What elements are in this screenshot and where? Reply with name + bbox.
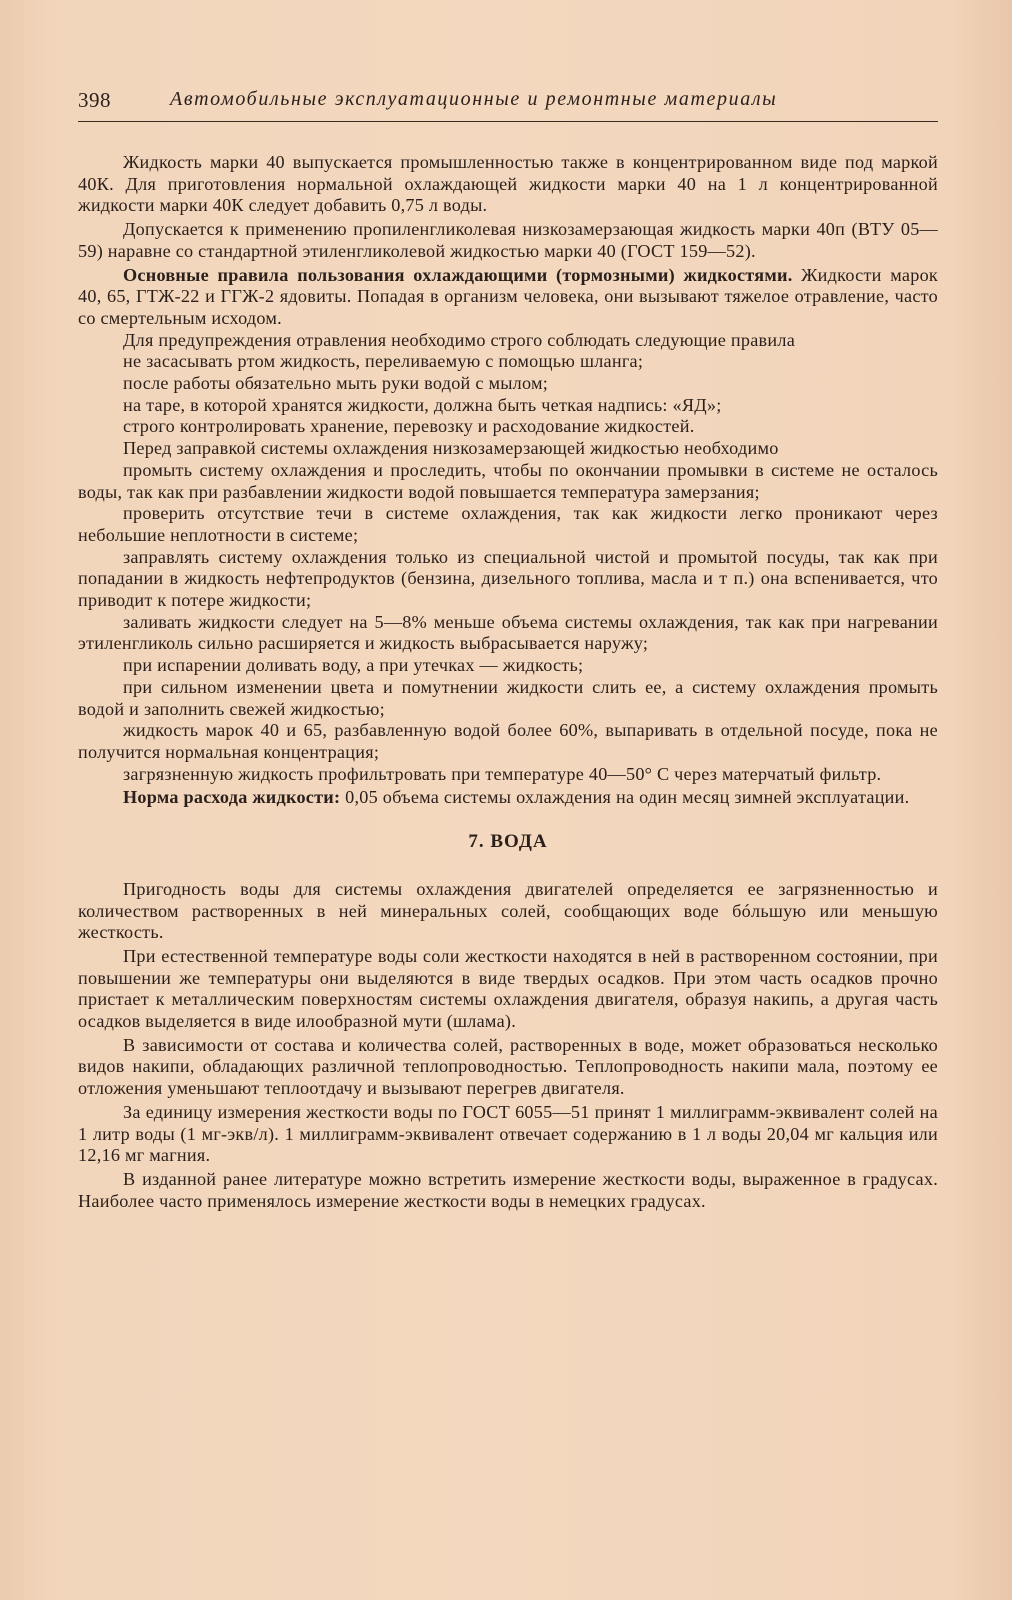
paragraph: В изданной ранее литературе можно встретить измерение жесткости воды, выраженное в градусах. Наиболее часто применялось измерение жесткости воды в немецких градусах.: [78, 1168, 938, 1211]
list-item: при испарении доливать воду, а при утечках — жидкость;: [123, 655, 584, 676]
list-item: заправлять систему охлаждения только из специальной чистой и промытой посуды, так как при попадании в жидкость нефтепродуктов (бензина, дизельного топлива, масла и т п.) она вспенивается, что приводит к потере жидкости;: [78, 546, 938, 611]
paragraph: Для предупреждения отравления необходимо строго соблюдать следующие правила: [123, 329, 796, 350]
list-item: проверить отсутствие течи в системе охлаждения, так как жидкости легко проникают через небольшие неплотности в системе;: [78, 503, 938, 545]
rules-heading: Основные правила пользования охлаждающими (тормозными) жидкостями.: [123, 264, 793, 285]
page-number: 398: [78, 88, 111, 112]
paragraph: Жидкость марки 40 выпускается промышленностью также в концентрированном виде под маркой 40К. Для приготовления нормальной охлаждающей жидкости марки 40 на 1 л концентрированной жидкости марки 40К следует добавить 0,75 л воды.: [78, 152, 938, 216]
list-item: загрязненную жидкость профильтровать при температуре 40—50° С через матерчатый фильтр.: [123, 763, 882, 784]
paragraph: За единицу измерения жесткости воды по ГОСТ 6055—51 принят 1 миллиграмм-эквивалент солей на 1 литр воды (1 мг-экв/л). 1 миллиграмм-эквивалент отвечает содержанию в 1 л воды 20,04 мг кальция или 12,16 мг магния.: [78, 1101, 938, 1166]
paragraph: Пригодность воды для системы охлаждения двигателей определяется ее загрязненностью и количеством растворенных в ней минеральных солей, сообщающих воде бóльшую или меньшую жесткость.: [78, 878, 938, 943]
list-item: заливать жидкости следует на 5—8% меньше объема системы охлаждения, так как при нагревании этиленгликоль сильно расширяется и жидкость выбрасывается наружу;: [78, 611, 938, 654]
section-title: 7. ВОДА: [468, 831, 548, 853]
list-item: не засасывать ртом жидкость, переливаемую с помощью шланга;: [123, 351, 644, 372]
list-item: промыть систему охлаждения и проследить, чтобы по окончании промывки в системе не осталось воды, так как при разбавлении жидкости водой повышается температура замерзания;: [78, 459, 938, 502]
norm-heading: Норма расхода жидкости:: [123, 787, 341, 808]
paragraph: Перед заправкой системы охлаждения низкозамерзающей жидкостью необходимо: [123, 438, 779, 459]
paragraph: В зависимости от состава и количества солей, растворенных в воде, может образоваться несколько видов накипи, обладающих различной теплопроводностью. Теплопроводность накипи мала, поэтому ее отложения уменьшают теплоотдачу и вызывают перегрев двигателя.: [78, 1034, 938, 1099]
paragraph-norm: [78, 787, 938, 809]
paragraph: Допускается к применению пропиленгликолевая низкозамерзающая жидкость марки 40п (ВТУ 05—59) наравне со стандартной этиленгликолевой жидкостью марки 40 (ГОСТ 159—52).: [78, 219, 938, 261]
list-item: строго контролировать хранение, перевозку и расходование жидкостей.: [123, 416, 695, 437]
list-item: жидкость марок 40 и 65, разбавленную водой более 60%, выпаривать в отдельной посуде, пока не получится нормальная концентрация;: [78, 720, 938, 762]
page-header: [78, 88, 938, 122]
header-rule: [78, 121, 938, 122]
list-item: при сильном изменении цвета и помутнении жидкости слить ее, а систему охлаждения промыть водой и заполнить свежей жидкостью;: [78, 676, 938, 719]
norm-text: 0,05 объема системы охлаждения на один месяц зимней эксплуатации.: [340, 787, 910, 808]
list-item: после работы обязательно мыть руки водой с мылом;: [123, 373, 549, 394]
page-body: [78, 152, 938, 1212]
paragraph: При естественной температуре воды соли жесткости находятся в ней в растворенном состоянии, при повышении же температуры они выделяются в виде твердых осадков. При этом часть осадков прочно пристает к металлическим поверхностям системы охлаждения двигателя, образуя накипь, а другая часть осадков выделяется в виде илообразной мути (шлама).: [78, 945, 938, 1032]
list-item: на таре, в которой хранятся жидкости, должна быть четкая надпись: «ЯД»;: [123, 394, 722, 415]
running-title: Автомобильные эксплуатационные и ремонтные материалы: [170, 88, 778, 110]
paragraph-rules: [78, 265, 938, 330]
rules-text: Жидкости марок 40, 65, ГТЖ-22 и ГГЖ-2 ядовиты. Попадая в организм человека, они вызывают тяжелое отравление, часто со смертельным исходом.: [78, 264, 938, 328]
